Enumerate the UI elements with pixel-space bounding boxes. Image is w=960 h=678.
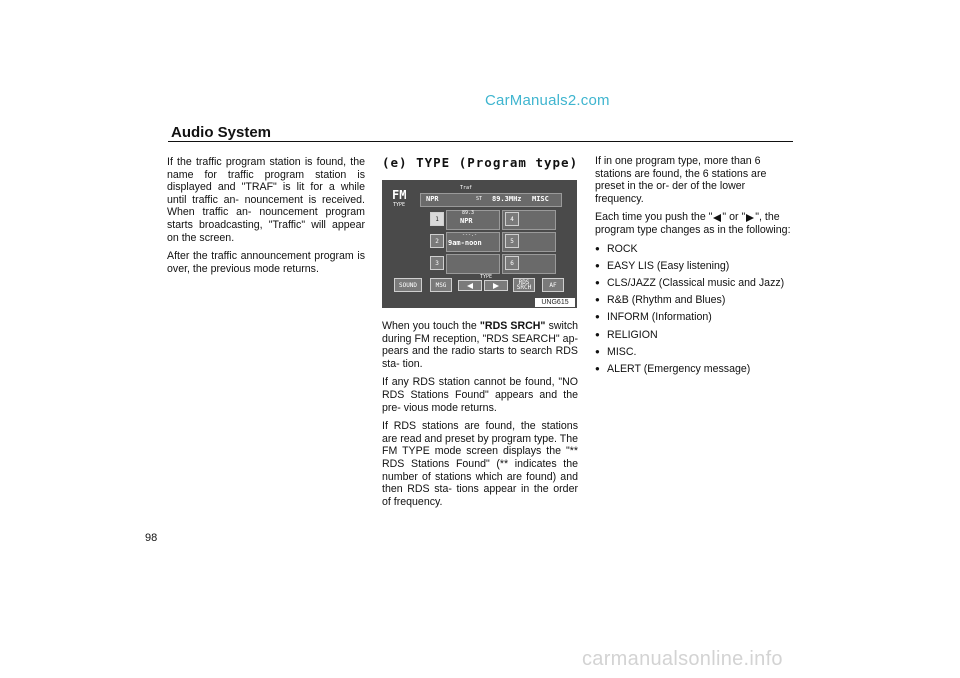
triangle-right-icon bbox=[746, 214, 754, 222]
preset-4-button[interactable]: 4 bbox=[505, 212, 519, 226]
column-3 bbox=[595, 155, 792, 380]
col1-paragraph-1: If the traffic program station is found, the name for traffic program station is displayed and "TRAF" is lit for a while until traffic an- nouncement is received. When traffic an- nouncement program starts broadcasting, "Traffic" will appear on the screen. bbox=[167, 156, 365, 244]
list-item: ● ALERT (Emergency message) bbox=[595, 363, 792, 376]
col3-paragraph-1: If in one program type, more than 6 stations are found, the 6 stations are preset in the or- der of the lower frequency. bbox=[595, 155, 767, 205]
frequency: 89.3MHz bbox=[492, 195, 522, 203]
col1-paragraph-2: After the traffic announcement program is over, the previous mode returns. bbox=[167, 250, 365, 275]
triangle-left-icon bbox=[713, 214, 721, 222]
sound-button[interactable]: SOUND bbox=[394, 278, 422, 292]
triangle-right-icon bbox=[493, 283, 499, 289]
preset-3-button[interactable]: 3 bbox=[430, 256, 444, 270]
section-title: Audio System bbox=[171, 124, 272, 141]
col2-paragraph-3: If RDS stations are found, the stations are read and preset by program type. The FM TYPE mode screen displays the "** RDS Stations Found" (** indicates the number of stations which are found) and then RDS sta- tions appear in the order of frequency. bbox=[382, 420, 578, 508]
traf-indicator: Traf bbox=[460, 185, 473, 191]
watermark-top: CarManuals2.com bbox=[485, 92, 610, 109]
stereo-indicator: ST bbox=[476, 196, 483, 202]
list-item: ● INFORM (Information) bbox=[595, 311, 792, 324]
col2-paragraph-1 bbox=[382, 320, 578, 370]
preset-3-box bbox=[446, 254, 500, 274]
msg-button[interactable]: MSG bbox=[430, 278, 452, 292]
fm-type-screen-figure bbox=[382, 180, 577, 308]
preset-2-freq: ---.- bbox=[462, 232, 478, 238]
list-item: ● MISC. bbox=[595, 346, 792, 359]
list-item: ● ROCK bbox=[595, 243, 792, 256]
preset-5-button[interactable]: 5 bbox=[505, 234, 519, 248]
rds-search-button[interactable] bbox=[513, 278, 535, 292]
preset-2-name: 9am-noon bbox=[448, 239, 482, 247]
preset-6-button[interactable]: 6 bbox=[505, 256, 519, 270]
col3-p2-mid: " or " bbox=[722, 211, 746, 224]
preset-1-name: NPR bbox=[460, 217, 473, 225]
triangle-left-icon bbox=[467, 283, 473, 289]
list-item: ● R&B (Rhythm and Blues) bbox=[595, 294, 792, 307]
col2-p1-post: switch during FM reception, "RDS SEARCH" ap- pears and the radio starts to search RDS sta- tion. bbox=[382, 320, 579, 370]
program-type: MISC bbox=[532, 195, 549, 203]
program-type-list bbox=[595, 243, 792, 376]
col3-p2-post: ", the program type changes as in the following: bbox=[595, 211, 791, 236]
preset-1-button[interactable]: 1 bbox=[430, 212, 444, 226]
station-name: NPR bbox=[426, 195, 439, 203]
preset-2-button[interactable]: 2 bbox=[430, 234, 444, 248]
list-item: ● RELIGION bbox=[595, 329, 792, 342]
column-2 bbox=[382, 320, 578, 514]
af-button[interactable]: AF bbox=[542, 278, 564, 292]
page-number: 98 bbox=[145, 532, 158, 544]
rds-btn-line1: RDS bbox=[518, 279, 530, 286]
col2-p1-bold: "RDS SRCH" bbox=[479, 320, 546, 332]
header-rule bbox=[168, 141, 793, 142]
fm-logo-sub: TYPE bbox=[393, 202, 406, 208]
figure-id: UNG615 bbox=[535, 298, 575, 307]
col2-paragraph-2: If any RDS station cannot be found, "NO RDS Stations Found" appears and the pre- vious mode returns. bbox=[382, 376, 578, 414]
type-label: TYPE bbox=[480, 274, 493, 280]
col2-p1-pre: When you touch the bbox=[382, 320, 480, 332]
type-heading: (e) TYPE (Program type) bbox=[382, 155, 579, 170]
preset-1-freq: 89.3 bbox=[462, 210, 475, 216]
rds-btn-line2: SRCH bbox=[516, 284, 532, 291]
type-next-button[interactable] bbox=[484, 280, 508, 291]
fm-logo: FM bbox=[392, 188, 407, 202]
list-item: ● EASY LIS (Easy listening) bbox=[595, 260, 792, 273]
col3-paragraph-2 bbox=[595, 211, 792, 236]
watermark-bottom: carmanualsonline.info bbox=[582, 648, 783, 670]
column-1 bbox=[167, 156, 365, 281]
col3-p2-pre: Each time you push the " bbox=[595, 211, 713, 224]
list-item: ● CLS/JAZZ (Classical music and Jazz) bbox=[595, 277, 792, 290]
type-prev-button[interactable] bbox=[458, 280, 482, 291]
